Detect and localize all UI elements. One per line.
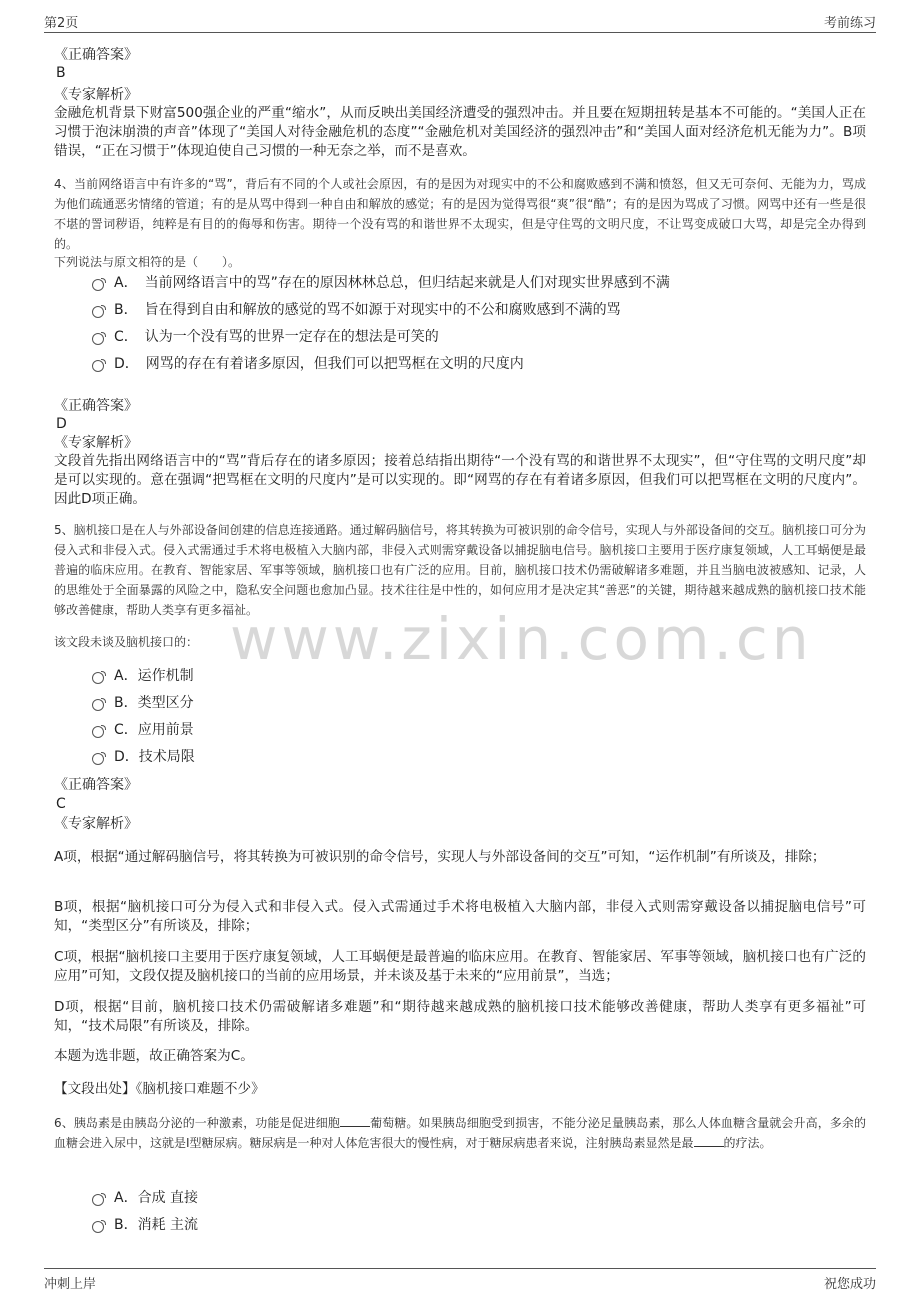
radio-icon[interactable]	[92, 699, 104, 711]
q5-analysis-a: A项，根据“通过解码脑信号，将其转换为可被识别的命令信号，实现人与外部设备间的交互”可知，“运作机制”有所谈及，排除；	[54, 849, 826, 865]
q4-option-b[interactable]: B． 旨在得到自由和解放的感觉的骂不如源于对现实中的不公和腐败感到不满的骂	[114, 300, 621, 320]
radio-icon[interactable]	[92, 333, 104, 345]
q4-option-c[interactable]: C． 认为一个没有骂的世界一定存在的想法是可笑的	[114, 327, 439, 347]
q4-analysis-label: 《专家解析》	[54, 435, 138, 451]
q5-question: 该文段未谈及脑机接口的：	[54, 635, 199, 649]
blank-2	[694, 1134, 724, 1147]
q5-option-c[interactable]: C．应用前景	[114, 720, 194, 740]
q4-answer: D	[56, 416, 67, 432]
radio-icon[interactable]	[92, 360, 104, 372]
q4-question: 下列说法与原文相符的是（ ）。	[54, 255, 241, 269]
footer-right: 祝您成功	[823, 1277, 876, 1292]
q5-answer: C	[56, 796, 66, 812]
q6-option-a[interactable]: A．合成 直接	[114, 1188, 198, 1208]
radio-icon[interactable]	[92, 726, 104, 738]
radio-icon[interactable]	[92, 753, 104, 765]
q5-analysis-b: B项，根据“脑机接口可分为侵入式和非侵入式。侵入式需通过手术将电极植入大脑内部，非侵入式则需穿戴设备以捕捉脑电信号”可知，“类型区分”有所谈及，排除；	[54, 899, 866, 934]
q4-option-a[interactable]: A． 当前网络语言中的骂”存在的原因林林总总，但归结起来就是人们对现实世界感到不满	[114, 273, 670, 293]
q5-source: 【文段出处】《脑机接口难题不少》	[54, 1081, 265, 1097]
q5-option-b[interactable]: B．类型区分	[114, 693, 194, 713]
page-footer	[44, 1268, 876, 1292]
footer-left: 冲刺上岸	[44, 1277, 97, 1292]
q5-analysis-c: C项，根据“脑机接口主要用于医疗康复领域，人工耳蜗便是最普遍的临床应用。在教育、智能家居、军事等领域，脑机接口也有广泛的应用”可知，文段仅提及脑机接口的当前的应用场景，并未谈及基于未来的“应用前景”，当选；	[54, 949, 866, 984]
q4-answer-label: 《正确答案》	[54, 398, 138, 414]
q3-analysis-label: 《专家解析》	[54, 87, 138, 103]
q3-analysis: 金融危机背景下财富500强企业的严重“缩水”，从而反映出美国经济遭受的强烈冲击。并且要在短期扭转是基本不可能的。“美国人正在习惯于泡沫崩溃的声音”体现了“美国人对待金融危机的态度”“金融危机对美国经济的强烈冲击”和“美国人面对经济危机无能为力”。B项错误，“正在习惯于”体现迫使自己习惯的一种无奈之举，而不是喜欢。	[54, 105, 866, 159]
watermark: www.zixin.com.cn	[230, 605, 813, 673]
q5-answer-label: 《正确答案》	[54, 777, 138, 793]
radio-icon[interactable]	[92, 1194, 104, 1206]
q4-stem: 4、当前网络语言中有许多的“骂”，背后有不同的个人或社会原因，有的是因为对现实中的不公和腐败感到不满和愤怒，但又无可奈何、无能为力，骂成为他们疏通恶劣情绪的管道；有的是从骂中得到一种自由和解放的感觉；有的是因为觉得骂很“爽”很“酷”；有的是因为骂成了习惯。网骂中还有一些是很不堪的詈词秽语，纯粹是有目的的侮辱和伤害。期待一个没有骂的和谐世界不太现实，但是守住骂的文明尺度，不让骂变成破口大骂，却是完全办得到的。	[54, 177, 866, 251]
radio-icon[interactable]	[92, 306, 104, 318]
q4-option-d[interactable]: D． 网骂的存在有着诸多原因，但我们可以把骂框在文明的尺度内	[114, 354, 524, 374]
q6-stem: 6、胰岛素是由胰岛分泌的一种激素，功能是促进细胞 葡萄糖。如果胰岛细胞受到损害，不能分泌足量胰岛素，那么人体血糖含量就会升高，多余的血糖会进入尿中，这就是Ⅰ型糖尿病。糖尿病是一种对人体危害很大的慢性病，对于糖尿病患者来说，注射胰岛素显然是最 的疗法。	[54, 1116, 866, 1150]
q3-answer-label: 《正确答案》	[54, 47, 138, 63]
q5-option-d[interactable]: D．技术局限	[114, 747, 195, 767]
q5-stem: 5、脑机接口是在人与外部设备间创建的信息连接通路。通过解码脑信号，将其转换为可被识别的命令信号，实现人与外部设备间的交互。脑机接口可分为侵入式和非侵入式。侵入式需通过手术将电极植入大脑内部，非侵入式则需穿戴设备以捕捉脑电信号。脑机接口主要用于医疗康复领域，人工耳蜗便是最普遍的临床应用。在教育、智能家居、军事等领域，脑机接口也有广泛的应用。目前，脑机接口技术仍需破解诸多难题，并且当脑电波被感知、记录，人的思维处于全面暴露的风险之中，隐私安全问题也愈加凸显。技术往往是中性的，如何应用才是决定其“善恶”的关键，期待越来越成熟的脑机接口技术能够改善健康，帮助人类享有更多福祉。	[54, 523, 866, 617]
page-number: 第2页	[44, 16, 79, 31]
q5-analysis-d: D项，根据“目前，脑机接口技术仍需破解诸多难题”和“期待越来越成熟的脑机接口技术能够改善健康，帮助人类享有更多福祉”可知，“技术局限”有所谈及，排除。	[54, 999, 866, 1034]
q5-conclusion: 本题为选非题，故正确答案为C。	[54, 1048, 254, 1064]
q5-option-a[interactable]: A．运作机制	[114, 666, 194, 686]
header-title: 考前练习	[823, 16, 876, 31]
radio-icon[interactable]	[92, 279, 104, 291]
page-header	[44, 12, 876, 33]
q3-answer: B	[56, 65, 66, 81]
radio-icon[interactable]	[92, 672, 104, 684]
q5-analysis-label: 《专家解析》	[54, 816, 138, 832]
blank-1	[340, 1114, 370, 1127]
radio-icon[interactable]	[92, 1221, 104, 1233]
q6-option-b[interactable]: B．消耗 主流	[114, 1215, 198, 1235]
q4-analysis: 文段首先指出网络语言中的“骂”背后存在的诸多原因；接着总结指出期待“一个没有骂的和谐世界不太现实”，但“守住骂的文明尺度”却是可以实现的。意在强调“把骂框在文明的尺度内”是可以实现的。即“网骂的存在有着诸多原因，但我们可以把骂框在文明的尺度内”。因此D项正确。	[54, 453, 866, 507]
